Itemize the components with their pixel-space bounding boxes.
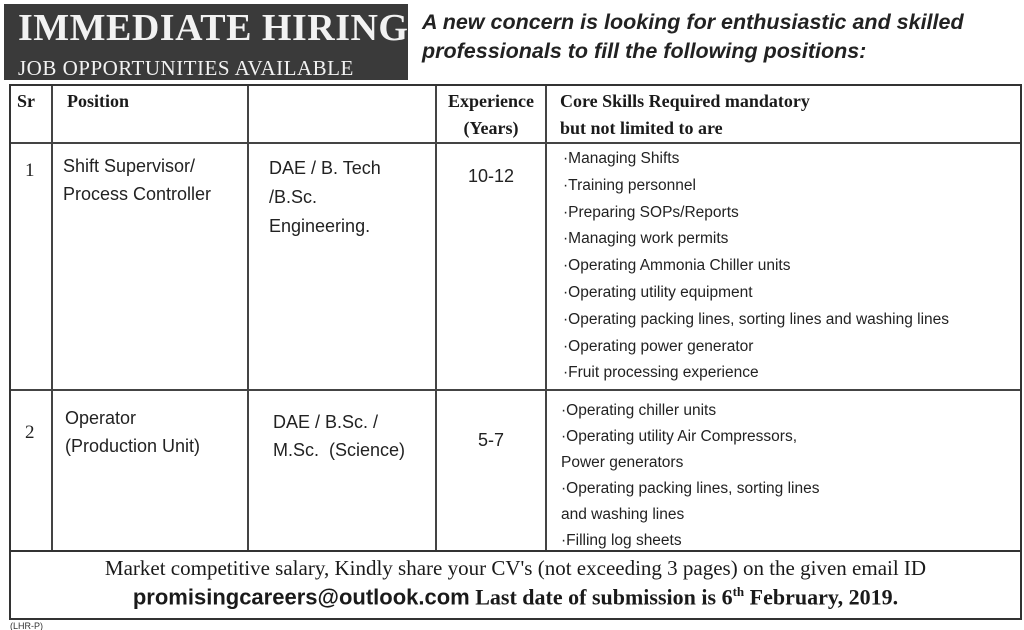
skill-item: Power generators bbox=[561, 454, 684, 471]
row-2-qualification-line: DAE / B.Sc. / bbox=[273, 412, 379, 432]
row-2-qualification-line: M.Sc. (Science) bbox=[273, 440, 406, 460]
skill-item: ·Training personnel bbox=[563, 176, 696, 194]
header-experience bbox=[437, 88, 545, 142]
deadline-sup: th bbox=[732, 584, 745, 599]
row-1-position-line: Shift Supervisor/ bbox=[63, 156, 196, 176]
row-1-position-line: Process Controller bbox=[63, 184, 212, 204]
row-1-qualification bbox=[269, 154, 381, 241]
header-sr: Sr bbox=[17, 91, 35, 111]
deadline-prefix: Last date of submission is 6 bbox=[475, 584, 733, 610]
row-1-sr: 1 bbox=[25, 160, 35, 181]
row-2-skills-list bbox=[561, 398, 819, 554]
page-subtitle: JOB OPPORTUNITIES AVAILABLE bbox=[18, 56, 354, 80]
row-1-qualification-line: Engineering. bbox=[269, 216, 371, 236]
row-1-qualification-line: DAE / B. Tech bbox=[269, 158, 381, 178]
skill-item: ·Managing work permits bbox=[563, 230, 729, 248]
header-skills-line-2: but not limited to are bbox=[560, 118, 723, 138]
column-divider bbox=[545, 86, 547, 550]
column-divider bbox=[435, 86, 437, 550]
page-title: IMMEDIATE HIRING bbox=[18, 7, 409, 49]
row-1-experience: 10-12 bbox=[467, 166, 515, 186]
skill-item: ·Managing Shifts bbox=[563, 150, 680, 167]
row-2-position bbox=[65, 404, 200, 460]
contact-email[interactable]: promisingcareers@outlook.com bbox=[132, 584, 470, 610]
skill-item: ·Operating packing lines, sorting lines and washing lines bbox=[563, 310, 950, 328]
header-experience-line-2: (Years) bbox=[463, 118, 519, 138]
header-skills bbox=[560, 88, 810, 142]
skill-item: ·Fruit processing experience bbox=[563, 364, 759, 382]
skill-item: ·Operating utility equipment bbox=[563, 283, 753, 301]
row-2-qualification bbox=[273, 408, 405, 464]
row-1-skills-list bbox=[563, 146, 949, 387]
header-banner bbox=[4, 4, 408, 80]
header-position: Position bbox=[67, 91, 130, 111]
intro-line-2: professionals to fill the following positions: bbox=[422, 39, 867, 63]
skill-item: ·Operating chiller units bbox=[561, 402, 717, 419]
skill-item: ·Operating Ammonia Chiller units bbox=[563, 257, 791, 275]
header-experience-line-1: Experience bbox=[448, 91, 534, 111]
header-skills-line-1: Core Skills Required mandatory bbox=[560, 91, 810, 111]
column-divider bbox=[247, 86, 249, 550]
row-2-position-line: Operator bbox=[65, 408, 137, 428]
row-1-qualification-line: /B.Sc. bbox=[269, 187, 318, 207]
footer bbox=[9, 552, 1022, 620]
skill-item: and washing lines bbox=[561, 506, 685, 523]
skill-item: ·Filling log sheets bbox=[561, 532, 682, 549]
row-divider bbox=[11, 142, 1020, 144]
footer-salary-note: Market competitive salary, Kindly share your CV's (not exceeding 3 pages) on the given email ID bbox=[104, 556, 927, 580]
skill-item: ·Operating power generator bbox=[563, 337, 754, 355]
skill-item: ·Preparing SOPs/Reports bbox=[563, 203, 739, 221]
skill-item: ·Operating packing lines, sorting lines bbox=[561, 480, 820, 497]
row-1-position bbox=[63, 152, 211, 208]
footer-contact bbox=[11, 584, 1020, 610]
intro-line-1: A new concern is looking for enthusiastic and skilled bbox=[422, 10, 964, 34]
row-2-experience: 5-7 bbox=[477, 430, 504, 450]
row-divider bbox=[11, 389, 1020, 391]
column-divider bbox=[51, 86, 53, 550]
row-2-sr: 2 bbox=[25, 422, 35, 443]
skill-item: ·Operating utility Air Compressors, bbox=[561, 428, 798, 445]
deadline-suffix: February, 2019. bbox=[749, 584, 899, 610]
row-2-position-line: (Production Unit) bbox=[65, 436, 201, 456]
positions-table bbox=[9, 84, 1022, 552]
ad-code: (LHR-P) bbox=[10, 621, 43, 630]
intro-text bbox=[422, 8, 1022, 66]
